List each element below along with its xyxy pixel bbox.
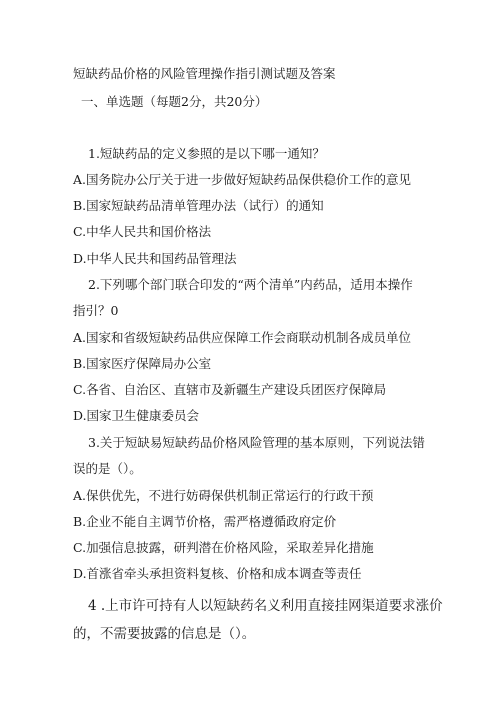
question-1-option-c: C.中华人民共和国价格法 bbox=[73, 224, 212, 239]
question-2-stem: 2.下列哪个部门联合印发的“两个清单”内药品，适用本操作 bbox=[88, 277, 413, 292]
question-1-option-d: D.中华人民共和国药品管理法 bbox=[73, 251, 237, 266]
question-1-stem: 1.短缺药品的定义参照的是以下哪一通知？ bbox=[88, 146, 325, 161]
question-4-stem: 4 .上市许可持有人以短缺药名义利用直接挂网渠道要求涨价 bbox=[88, 598, 443, 614]
section-heading: 一、单选题（每题2分，共20分） bbox=[81, 94, 268, 109]
question-3-option-b: B.企业不能自主调节价格，需严格遵循政府定价 bbox=[73, 514, 337, 529]
question-2-stem-continued: 指引？0 bbox=[73, 303, 119, 318]
question-2-option-a: A.国家和省级短缺药品供应保障工作会商联动机制各成员单位 bbox=[73, 330, 412, 345]
question-3-stem: 3.关于短缺易短缺药品价格风险管理的基本原则，下列说法错 bbox=[88, 435, 425, 450]
question-1-option-a: A.国务院办公厅关于进一步做好短缺药品保供稳价工作的意见 bbox=[73, 172, 412, 187]
question-3-option-d: D.首涨省牵头承担资料复核、价格和成本调查等责任 bbox=[73, 566, 362, 581]
question-2-option-d: D.国家卫生健康委员会 bbox=[73, 408, 200, 423]
question-4-stem-continued: 的，不需要披露的信息是（）。 bbox=[73, 626, 256, 642]
question-3-option-c: C.加强信息披露，研判潜在价格风险，采取差异化措施 bbox=[73, 540, 374, 555]
question-2-option-b: B.国家医疗保障局办公室 bbox=[73, 356, 212, 371]
question-1-option-b: B.国家短缺药品清单管理办法（试行）的通知 bbox=[73, 198, 324, 213]
document-title: 短缺药品价格的风险管理操作指引测试题及答案 bbox=[73, 66, 336, 81]
question-3-option-a: A.保供优先，不进行妨碍保供机制正常运行的行政干预 bbox=[73, 488, 374, 503]
question-2-option-c: C.各省、自治区、直辖市及新疆生产建设兵团医疗保障局 bbox=[73, 382, 387, 397]
question-3-stem-continued: 误的是（）。 bbox=[73, 461, 142, 476]
